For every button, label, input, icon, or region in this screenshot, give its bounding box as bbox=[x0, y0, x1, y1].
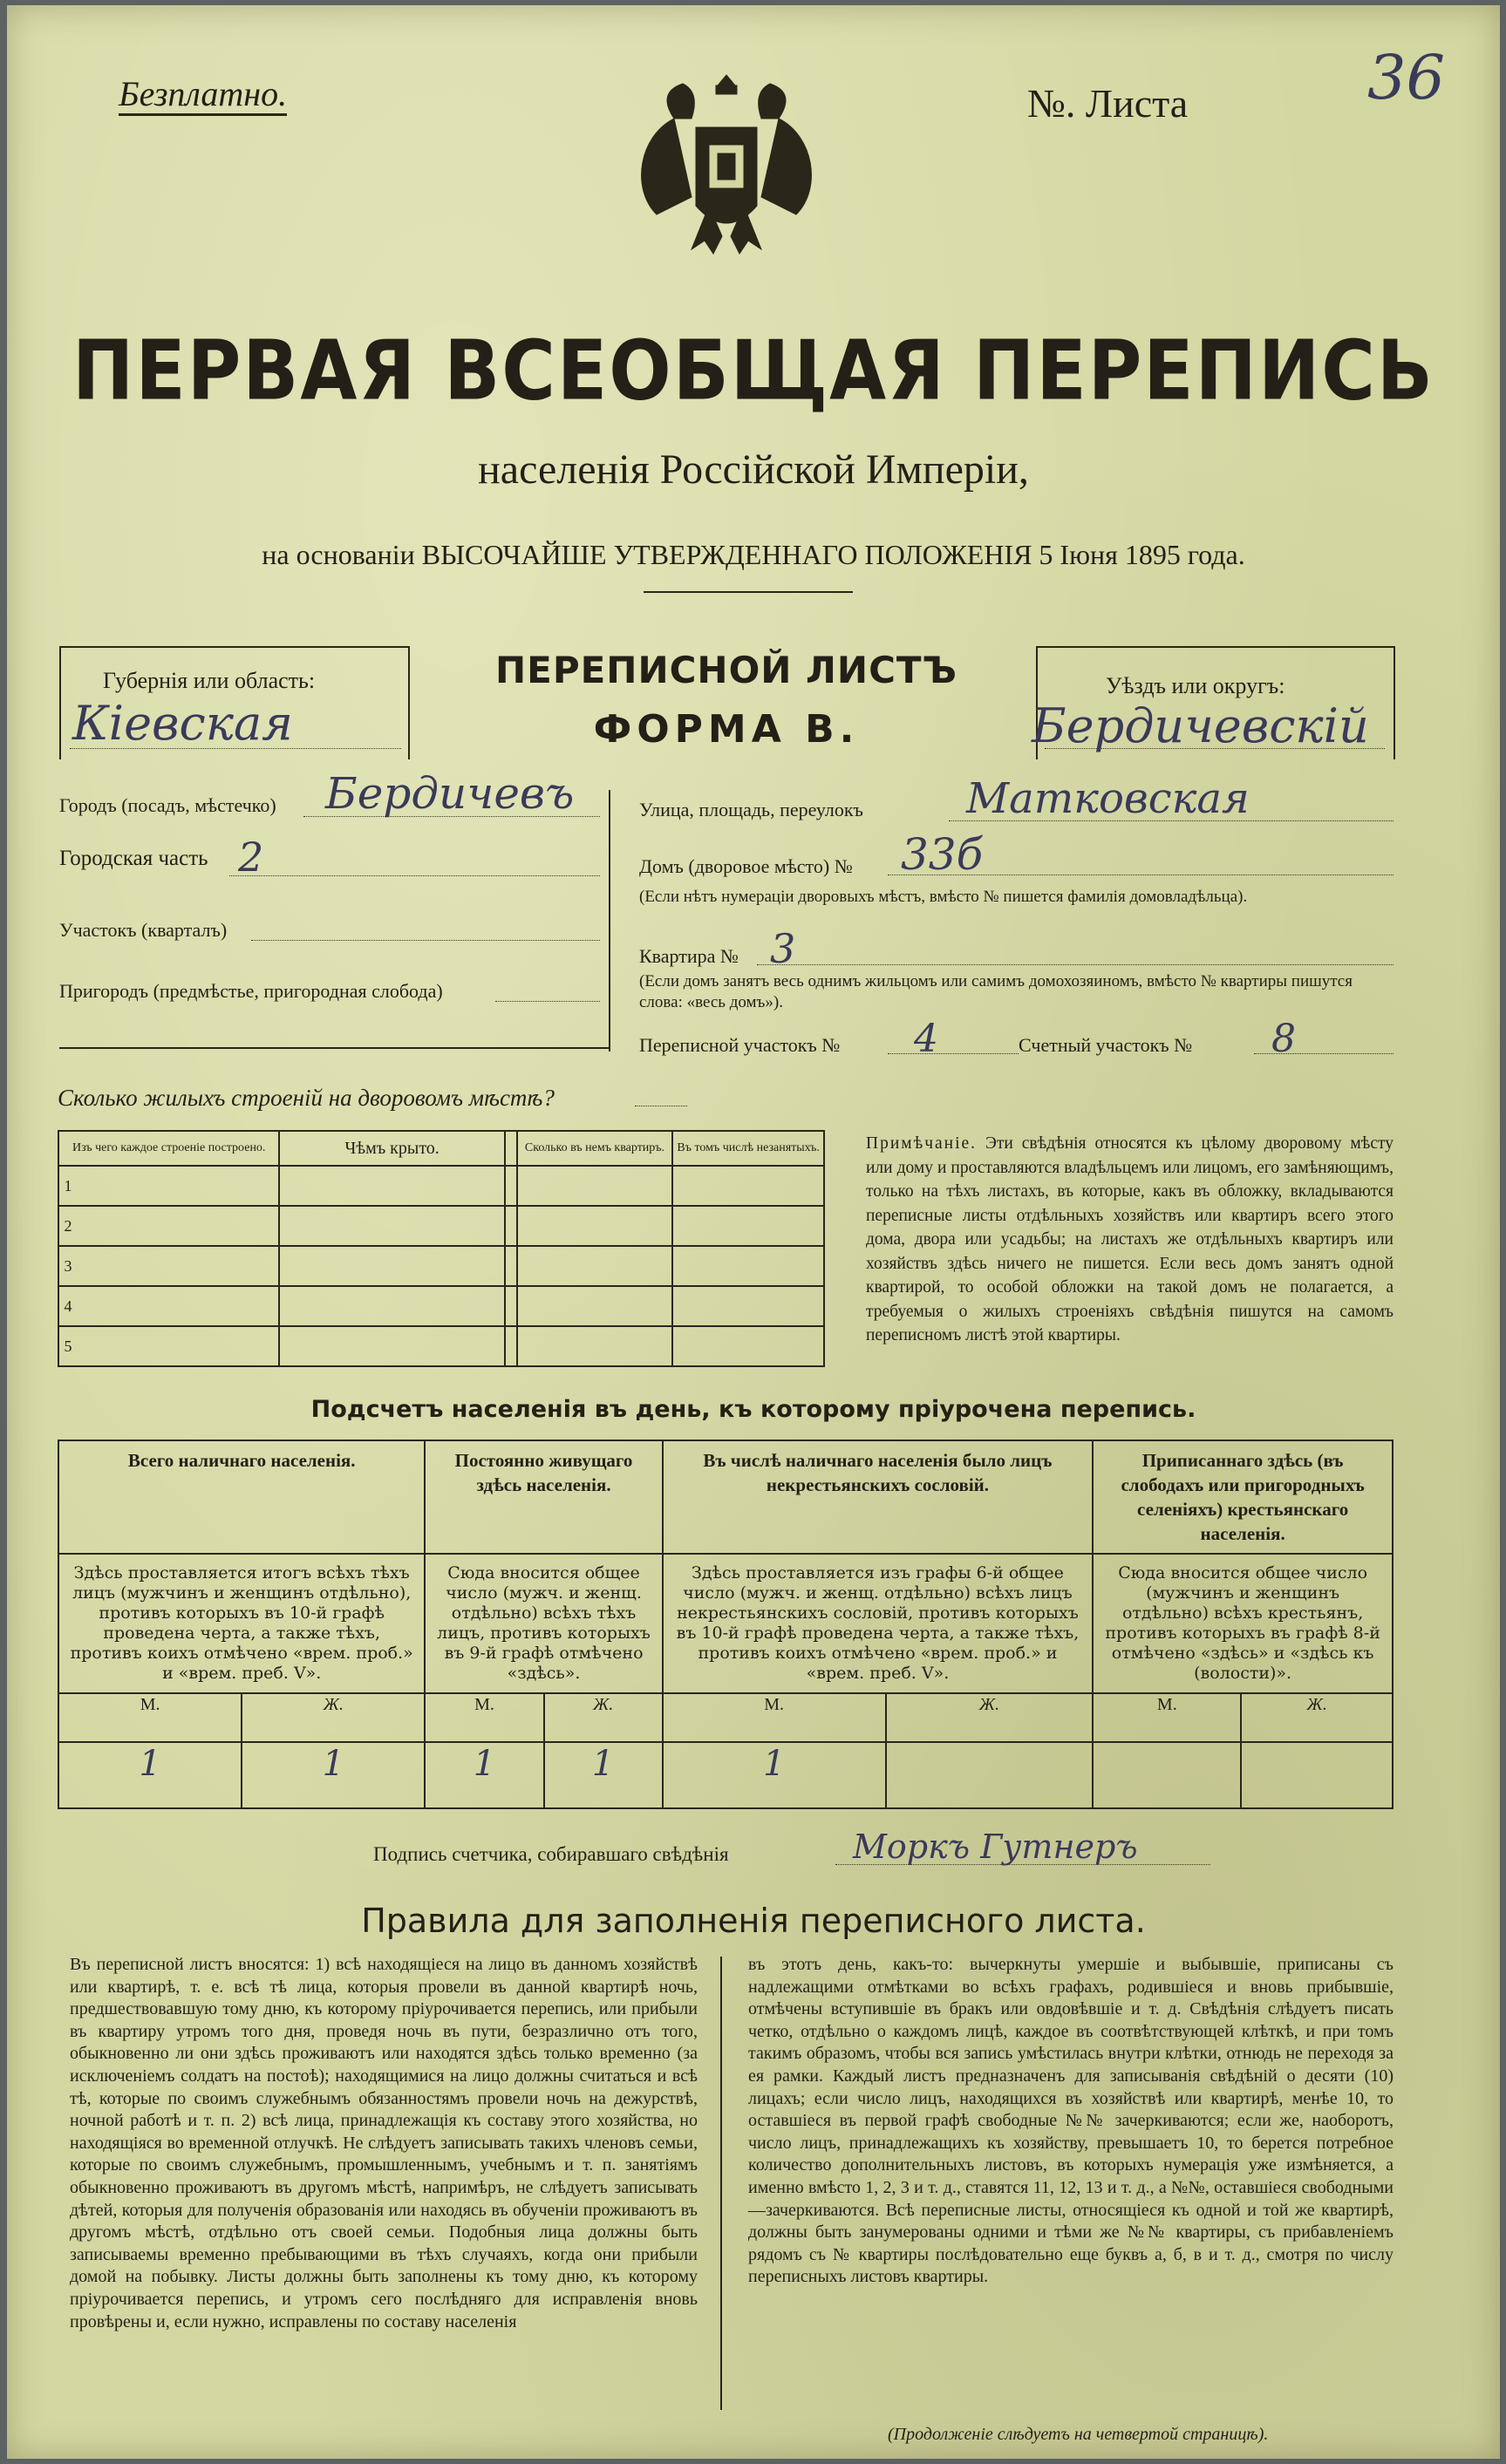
pop-col-total: Всего наличнаго населенія. bbox=[58, 1440, 425, 1554]
counting-area-label: Счетный участокъ № bbox=[1019, 1034, 1193, 1056]
suburb-label: Пригородъ (предмѣстье, пригородная слобода) bbox=[59, 980, 443, 1002]
signature-value: Моркъ Гутнеръ bbox=[853, 1828, 1138, 1866]
apartment-label: Квартира № bbox=[639, 945, 739, 967]
main-title: ПЕРВАЯ ВСЕОБЩАЯ ПЕРЕПИСЬ bbox=[72, 323, 1434, 419]
sheet-number-handwritten: 36 bbox=[1367, 42, 1446, 113]
population-table: Всего наличнаго населенія. Постоянно живущаго здѣсь населенія. Въ числѣ наличнаго населенія было лицъ некрестьянскихъ сословій. Приписаннаго здѣсь (въ слободахъ или пригородныхъ селеніяхъ) крестьянскаго населенія. Здѣсь проставляется итогъ всѣхъ тѣхъ лицъ (мужчинъ и женщинъ отдѣльно), противъ которыхъ въ 10-й графѣ проведена черта, а также тѣхъ, противъ коихъ отмѣчено «врем. проб.» и «врем. преб. V». Сюда вносится общее число (мужч. и женщ. отдѣльно) всѣхъ тѣхъ лицъ, противъ которыхъ въ 9-й графѣ отмѣчено «здѣсь». Здѣсь проставляется изъ графы 6-й общее число (мужч. и женщ. отдѣльно) всѣхъ лицъ некрестьянскихъ сословій, противъ которыхъ въ 10-й графѣ проведена черта, а также тѣхъ, противъ коихъ отмѣчено «врем. проб.» и «врем. преб. V». Сюда вносится общее число (мужчинъ и женщинъ отдѣльно) всѣхъ крестьянъ, противъ которыхъ въ графѣ 8-й отмѣчено «здѣсь» и «здѣсь къ (волости)». М. Ж. М. Ж. М. Ж. М. Ж. 1 1 1 1 1 bbox=[58, 1440, 1394, 1809]
city-label: Городъ (посадъ, мѣстечко) bbox=[59, 794, 276, 816]
rules-title: Правила для заполненія переписного листа. bbox=[361, 1902, 1146, 1940]
pop-nonpeasant-f bbox=[886, 1742, 1094, 1808]
pop-nonpeasant-m: 1 bbox=[663, 1742, 886, 1808]
structures-col-occupied: Въ томъ числѣ незанятыхъ. bbox=[672, 1131, 824, 1166]
city-part-value: 2 bbox=[238, 834, 264, 881]
population-count-title: Подсчетъ населенія въ день, къ которому пріурочена перепись. bbox=[310, 1396, 1196, 1423]
pop-assigned-f bbox=[1241, 1742, 1393, 1808]
precinct-label: Участокъ (кварталъ) bbox=[59, 919, 228, 941]
form-subtitle: ФОРМА В. bbox=[593, 707, 860, 752]
divider bbox=[644, 591, 853, 593]
structures-table bbox=[58, 1130, 825, 1367]
table-row: 1 bbox=[58, 1166, 279, 1206]
table-row: 4 bbox=[58, 1286, 279, 1326]
street-value: Матковская bbox=[966, 774, 1250, 823]
decree-line: на основаніи ВЫСОЧАЙШЕ УТВЕРЖДЕННАГО ПОЛОЖЕНІЯ 5 Іюня 1895 года. bbox=[262, 539, 1245, 570]
structures-col-roof: Чѣмъ крыто. bbox=[279, 1131, 504, 1166]
province-label: Губернія или область: bbox=[103, 668, 316, 693]
sheet-number-label: №. Листа bbox=[1027, 81, 1189, 126]
structures-col-material: Изъ чего каждое строеніе построено. bbox=[58, 1131, 279, 1166]
table-row: 2 bbox=[58, 1206, 279, 1246]
apartment-value: 3 bbox=[770, 925, 796, 972]
note-text: Примѣчаніе. Эти свѣдѣнія относятся къ цѣлому дворовому мѣсту или дому и проставляются владѣльцемъ или лицомъ, его замѣняющимъ, только на тѣхъ листахъ, въ которые, какъ въ обложку, вкладываются переписные листы отдѣльныхъ хозяйствъ или квартиръ всего этого дома, двора или усадьбы; на листахъ же отдѣльныхъ квартиръ или хозяйствъ здѣсь ничего не пишется. Если весь домъ занятъ одной квартирой, то особой обложки на такой домъ не полагается, а требуемыя о жилыхъ строеніяхъ свѣдѣнія пишутся на самомъ переписномъ листѣ этой квартиры. bbox=[866, 1134, 1394, 1344]
city-value: Бердичевъ bbox=[325, 768, 575, 819]
pop-col-permanent: Постоянно живущаго здѣсь населенія. bbox=[425, 1440, 662, 1554]
structures-col-apartments: Сколько въ немъ квартиръ. bbox=[517, 1131, 673, 1166]
table-row: 5 bbox=[58, 1326, 279, 1366]
census-area-value: 4 bbox=[914, 1017, 938, 1061]
city-part-label: Городская часть bbox=[59, 847, 208, 870]
double-headed-eagle-emblem bbox=[622, 66, 831, 276]
apartment-note: (Если домъ занятъ весь однимъ жильцомъ или самимъ домохозяиномъ, вмѣсто № квартиры пишутся слова: «весь домъ»). bbox=[639, 972, 1353, 1011]
pop-desc-nonpeasant: Здѣсь проставляется изъ графы 6-й общее число (мужч. и женщ. отдѣльно) всѣхъ лицъ некрестьянскихъ сословій, противъ которыхъ въ 10-й графѣ проведена черта, а также тѣхъ, противъ коихъ отмѣчено «врем. проб.» и «врем. преб. V». bbox=[663, 1554, 1094, 1693]
structures-question: Сколько жилыхъ строеній на дворовомъ мѣстѣ? bbox=[58, 1085, 555, 1111]
pop-permanent-m: 1 bbox=[425, 1742, 543, 1808]
census-area-label: Переписной участокъ № bbox=[639, 1034, 841, 1056]
signature-label: Подпись счетчика, собиравшаго свѣдѣнія bbox=[373, 1843, 729, 1865]
counting-area-value: 8 bbox=[1271, 1017, 1296, 1061]
house-label: Домъ (дворовое мѣсто) № bbox=[639, 855, 853, 877]
census-sheet bbox=[7, 5, 1500, 2459]
subtitle: населенія Россійской Имперіи, bbox=[478, 446, 1029, 493]
pop-total-f: 1 bbox=[242, 1742, 425, 1808]
pop-desc-total: Здѣсь проставляется итогъ всѣхъ тѣхъ лицъ (мужчинъ и женщинъ отдѣльно), противъ которыхъ въ 10-й графѣ проведена черта, а также тѣхъ, противъ коихъ отмѣчено «врем. проб.» и «врем. преб. V». bbox=[58, 1554, 425, 1693]
house-note: (Если нѣтъ нумераціи дворовыхъ мѣстъ, вмѣсто № пишется фамилія домовладѣльца). bbox=[639, 888, 1248, 906]
rules-right-column: въ этотъ день, какъ-то: вычеркнуты умершіе и выбывшіе, приписаны съ надлежащими отмѣтками во всѣхъ графахъ, родившіеся и вновь прибывшіе, отмѣчены вступившіе въ бракъ или овдовѣвшіе и т. д. Свѣдѣнія слѣдуетъ писать четко, отдѣльно о каждомъ лицѣ, каждое въ соотвѣтствующей клѣткѣ, и при томъ такимъ образомъ, чтобы вся запись умѣстилась внутри клѣтки, отнюдь не переходя за ея рамки. Каждый листъ предназначенъ для записыванія свѣдѣній о десяти (10) лицахъ; если число лицъ, находящихся въ хозяйствѣ или квартирѣ, менѣе 10, то оставшіеся въ первой графѣ свободные №№ зачеркиваются; если же, наоборотъ, число лицъ, принадлежащихъ къ хозяйству, превышаетъ 10, то берется потребное количество дополнительныхъ листовъ, въ которыхъ нумерація уже измѣняется, а именно вмѣсто 1, 2, 3 и т. д., ставятся 11, 12, 13 и т. д., а №№, оставшіеся свободными—зачеркиваются. Всѣ переписные листы, относящіеся къ одной и той же квартирѣ, должны быть занумерованы одними и тѣми же №№ квартиры, съ прибавленіемъ рядомъ съ № квартиры послѣдовательно еще буквъ а, б, в и т. д., смотря по числу переписныхъ листовъ квартиры. bbox=[748, 1955, 1394, 2287]
street-label: Улица, площадь, переулокъ bbox=[639, 799, 863, 820]
house-value: 33б bbox=[901, 829, 984, 880]
province-value: Кіевская bbox=[72, 696, 293, 751]
pop-total-m: 1 bbox=[58, 1742, 242, 1808]
free-label: Безплатно. bbox=[119, 75, 287, 116]
table-row: 3 bbox=[58, 1246, 279, 1286]
pop-assigned-m bbox=[1093, 1742, 1241, 1808]
continued-note: (Продолженіе слѣдуетъ на четвертой страницѣ). bbox=[888, 2425, 1269, 2444]
pop-col-assigned: Приписаннаго здѣсь (въ слободахъ или пригородныхъ селеніяхъ) крестьянскаго населенія. bbox=[1093, 1440, 1393, 1554]
pop-col-nonpeasant: Въ числѣ наличнаго населенія было лицъ некрестьянскихъ сословій. bbox=[663, 1440, 1094, 1554]
district-value: Бердичевскій bbox=[1032, 698, 1369, 753]
rules-left-column: Въ переписной листъ вносятся: 1) всѣ находящіеся на лицо въ данномъ хозяйствѣ или квартирѣ, т. е. всѣ тѣ лица, которыя провели въ данной квартирѣ ночь, предшествовавшую тому дню, къ которому пріурочивается перепись, или прибыли въ квартиру утромъ того дня, проведя ночь въ пути, безразлично отъ того, обыкновенно ли они здѣсь проживаютъ или находятся здѣсь только временно (за исключеніемъ солдатъ на постоѣ); находящимися на лицо должны считаться и всѣ тѣ, которые по своимъ служебнымъ обязанностямъ провели ночь на дежурствѣ, ночной работѣ и т. п. 2) всѣ лица, принадлежащія къ составу этого хозяйства, но находящіяся во временной отлучкѣ. Не слѣдуетъ записывать такихъ членовъ семьи, которые по своимъ служебнымъ, промышленнымъ, учебнымъ и т. п. занятіямъ обыкновенно проживаютъ въ другомъ мѣстѣ, напримѣръ, не слѣдуетъ записывать дѣтей, которыя для полученія образованія или находясь въ обученіи проживаютъ въ другомъ мѣстѣ, отдѣльно отъ своей семьи. Подобныя лица должны быть записываемы временно пребывающими въ тѣхъ случаяхъ, когда они прибыли домой на побывку. Листы должны быть заполнены къ тому дню, къ которому пріурочивается перепись, и утромъ сего послѣдняго для исправленія вновь провѣрены и, если нужно, исправлены по составу населенія bbox=[70, 1955, 698, 2331]
district-label: Уѣздъ или округъ: bbox=[1106, 673, 1285, 698]
pop-desc-assigned: Сюда вносится общее число (мужчинъ и женщинъ отдѣльно) всѣхъ крестьянъ, противъ которыхъ въ графѣ 8-й отмѣчено «здѣсь» и «здѣсь къ (волости)». bbox=[1093, 1554, 1393, 1693]
pop-permanent-f: 1 bbox=[544, 1742, 663, 1808]
form-title: ПЕРЕПИСНОЙ ЛИСТЪ bbox=[494, 649, 958, 691]
pop-desc-permanent: Сюда вносится общее число (мужч. и женщ. отдѣльно) всѣхъ тѣхъ лицъ, противъ которыхъ въ 9-й графѣ отмѣчено «здѣсь». bbox=[425, 1554, 662, 1693]
